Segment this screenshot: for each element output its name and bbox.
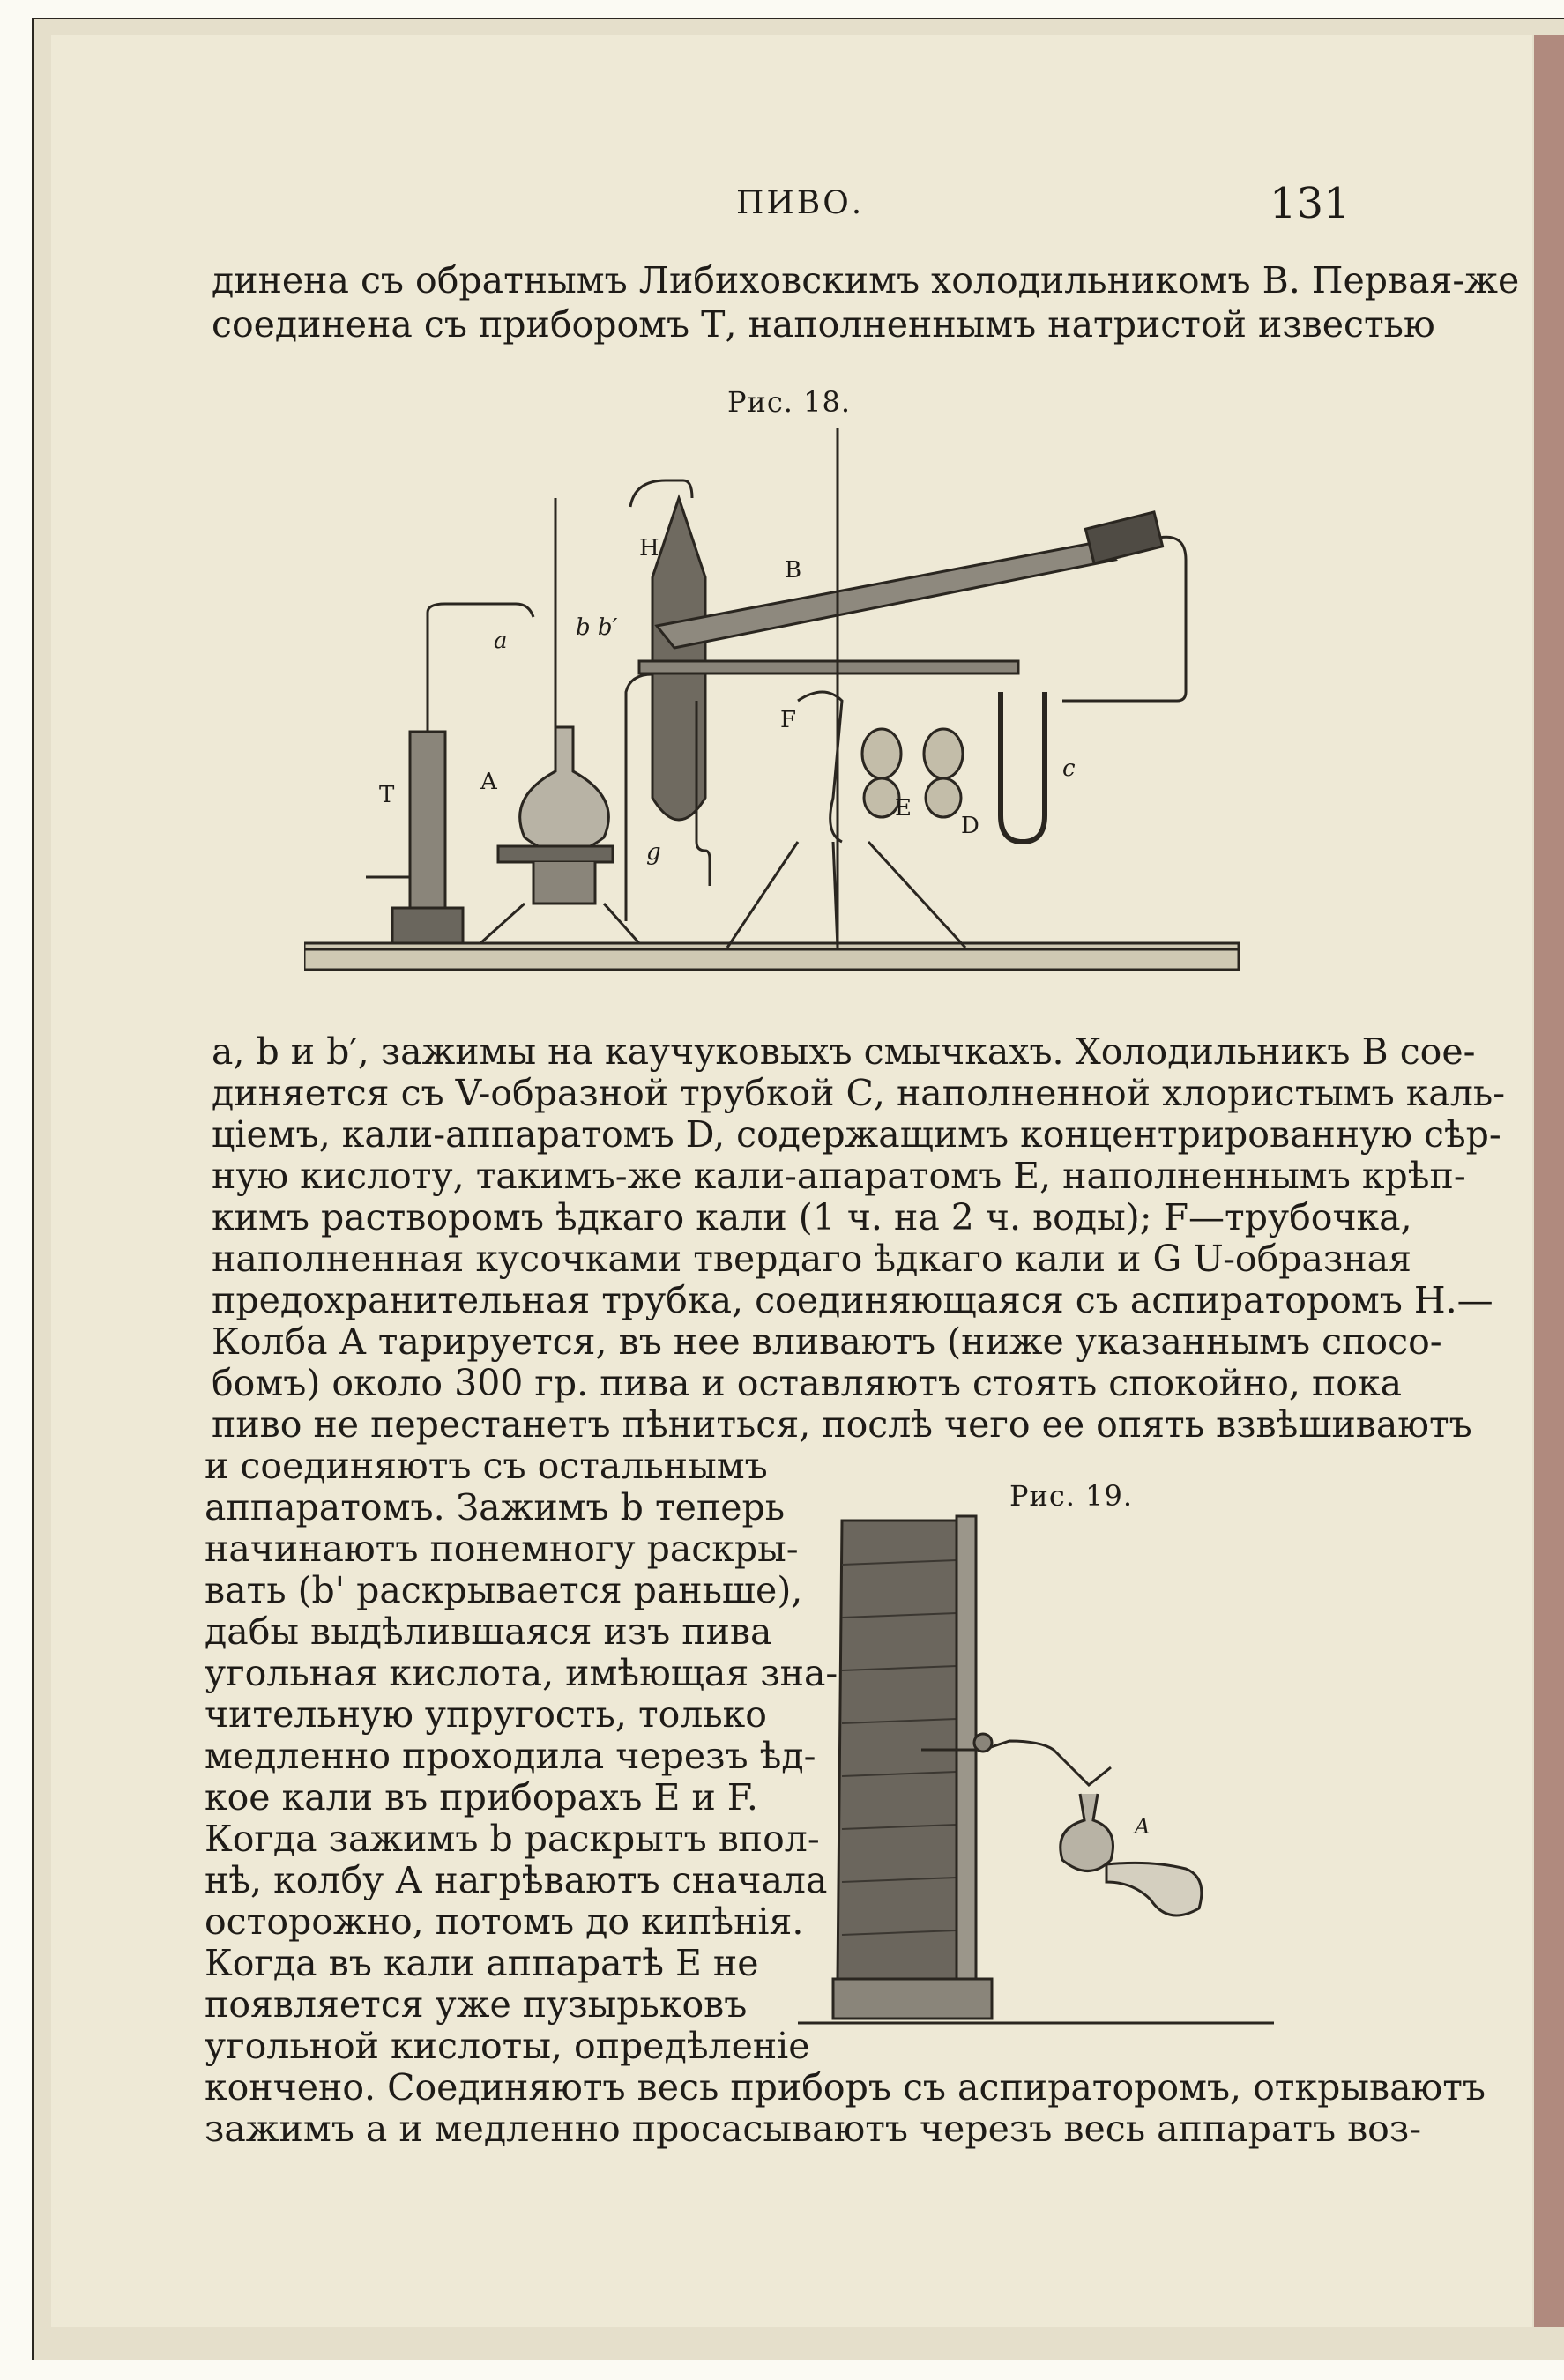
- text-line: наполненная кусочками твердаго ѣдкаго кали и G U-образная: [212, 1238, 1411, 1280]
- fig18-label-e: E: [895, 795, 912, 822]
- text-line: ную кислоту, такимъ-же кали-апаратомъ Е, наполненнымъ крѣп-: [212, 1155, 1466, 1197]
- text-line: вать (b' раскрывается раньше),: [205, 1569, 803, 1611]
- figure-19-apparatus: [798, 1512, 1274, 2032]
- text-line: аппаратомъ. Зажимъ b теперь: [205, 1486, 786, 1528]
- text-line: ціемъ, кали-аппаратомъ D, содержащимъ концентрированную сѣр-: [212, 1113, 1501, 1156]
- fig18-label-flask-a: A: [480, 769, 497, 795]
- text-line: a, b и b′, зажимы на каучуковыхъ смычкахъ. Холодильникъ В сое-: [212, 1030, 1476, 1073]
- text-line: зажимъ а и медленно просасываютъ черезъ весь аппаратъ воз-: [205, 2108, 1422, 2150]
- figure-18-caption: Рис. 18.: [727, 385, 852, 419]
- text-line: угольной кислоты, опредѣленіе: [205, 2025, 810, 2067]
- fig18-label-g: g: [646, 839, 661, 866]
- text-line: медленно проходила черезъ ѣд-: [205, 1735, 816, 1777]
- fig18-label-a: a: [494, 628, 508, 654]
- figure-18-apparatus: [304, 428, 1247, 974]
- text-line: кое кали въ приборахъ Е и F.: [205, 1776, 758, 1818]
- text-line: диняется съ V-образной трубкой С, наполненной хлористымъ каль-: [212, 1072, 1506, 1114]
- text-line: осторожно, потомъ до кипѣнія.: [205, 1900, 804, 1943]
- fig18-label-h: H: [639, 535, 659, 562]
- page-number: 131: [1270, 179, 1351, 228]
- figure-19-caption: Рис. 19.: [1009, 1479, 1134, 1513]
- text-line: нѣ, колбу А нагрѣваютъ сначала: [205, 1859, 828, 1901]
- text-line: появляется уже пузырьковъ: [205, 1983, 748, 2026]
- scan-edge-strip: [1534, 35, 1564, 2327]
- text-line: соединена съ приборомъ Т, наполненнымъ натристой известью: [212, 303, 1435, 346]
- fig18-label-d: D: [961, 813, 979, 839]
- fig18-label-t: T: [379, 782, 395, 808]
- text-line: кончено. Соединяютъ весь приборъ съ аспираторомъ, открываютъ: [205, 2066, 1486, 2109]
- text-line: чительную упругость, только: [205, 1693, 767, 1736]
- text-line: и соединяютъ съ остальнымъ: [205, 1445, 768, 1487]
- text-line: начинаютъ понемногу раскры-: [205, 1528, 799, 1570]
- fig19-label-a: A: [1135, 1814, 1151, 1839]
- text-line: дабы выдѣлившаяся изъ пива: [205, 1610, 772, 1653]
- text-line: Колба А тарируется, въ нее вливаютъ (ниже указаннымъ спосо-: [212, 1320, 1442, 1363]
- fig18-label-f: F: [780, 707, 797, 733]
- text-line: угольная кислота, имѣющая зна-: [205, 1652, 838, 1694]
- text-line: Когда въ кали аппаратѣ Е не: [205, 1942, 759, 1984]
- text-line: Когда зажимъ b раскрытъ впол-: [205, 1818, 820, 1860]
- fig18-label-bb: b b′: [576, 614, 618, 641]
- text-line: кимъ растворомъ ѣдкаго кали (1 ч. на 2 ч. воды); F—трубочка,: [212, 1196, 1412, 1238]
- text-line: пиво не перестанетъ пѣниться, послѣ чего ее опять взвѣшиваютъ: [212, 1403, 1472, 1446]
- running-head: ПИВО.: [736, 185, 865, 221]
- text-line: бомъ) около 300 гр. пива и оставляютъ стоять спокойно, пока: [212, 1362, 1403, 1404]
- text-line: динена съ обратнымъ Либиховскимъ холодильникомъ В. Первая-же: [212, 259, 1520, 301]
- text-line: предохранительная трубка, соединяющаяся съ аспираторомъ Н.—: [212, 1279, 1493, 1321]
- fig18-label-c: c: [1062, 755, 1076, 782]
- fig18-label-b: B: [785, 557, 802, 584]
